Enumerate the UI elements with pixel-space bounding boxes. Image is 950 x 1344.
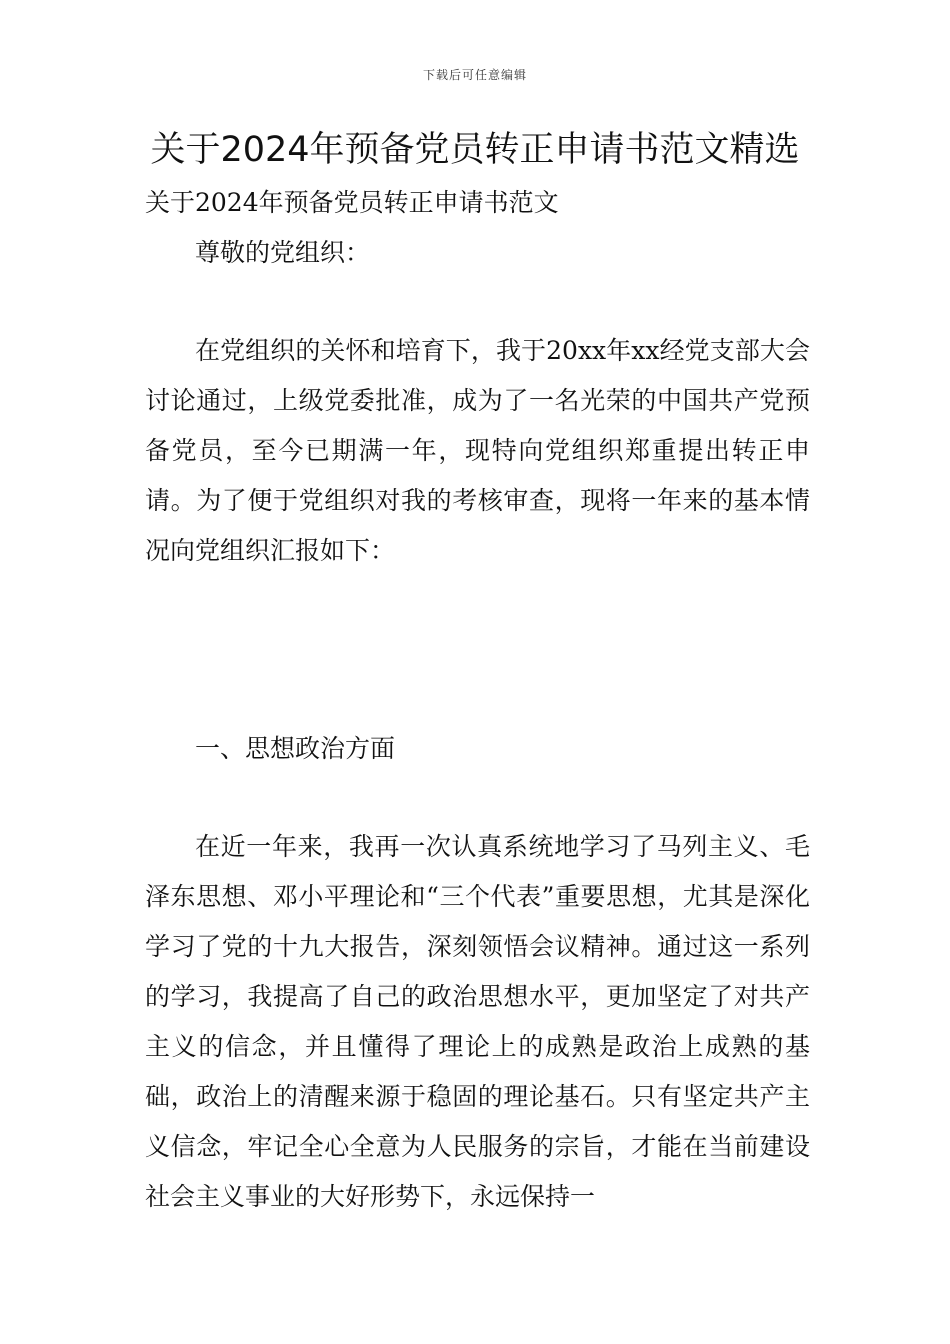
spacer xyxy=(145,774,810,822)
spacer xyxy=(145,278,810,326)
paragraph-ideology: 在近一年来，我再一次认真系统地学习了马列主义、毛泽东思想、邓小平理论和“三个代表”重要思想，尤其是深化学习了党的十九大报告，深刻领悟会议精神。通过这一系列的学习，我提高了自己的政治思想水平，更加坚定了对共产主义的信念，并且懂得了理论上的成熟是政治上成熟的基础，政治上的清醒来源于稳固的理论基石。只有坚定共产主义信念，牢记全心全意为人民服务的宗旨，才能在当前建设社会主义事业的大好形势下，永远保持一 xyxy=(145,832,810,1211)
section-heading: 一、思想政治方面 xyxy=(195,734,396,763)
spacer xyxy=(145,576,810,724)
header-note: 下载后可任意编辑 xyxy=(422,68,527,82)
document-subtitle: 关于2024年预备党员转正申请书范文 xyxy=(145,188,559,217)
document-body xyxy=(145,178,810,1222)
paragraph-intro: 在党组织的关怀和培育下，我于20xx年xx经党支部大会讨论通过，上级党委批准，成为了一名光荣的中国共产党预备党员，至今已期满一年，现特向党组织郑重提出转正申请。为了便于党组织对我的考核审查，现将一年来的基本情况向党组织汇报如下： xyxy=(145,336,810,565)
salutation: 尊敬的党组织： xyxy=(195,238,371,267)
document-title: 关于2024年预备党员转正申请书范文精选 xyxy=(150,130,800,170)
